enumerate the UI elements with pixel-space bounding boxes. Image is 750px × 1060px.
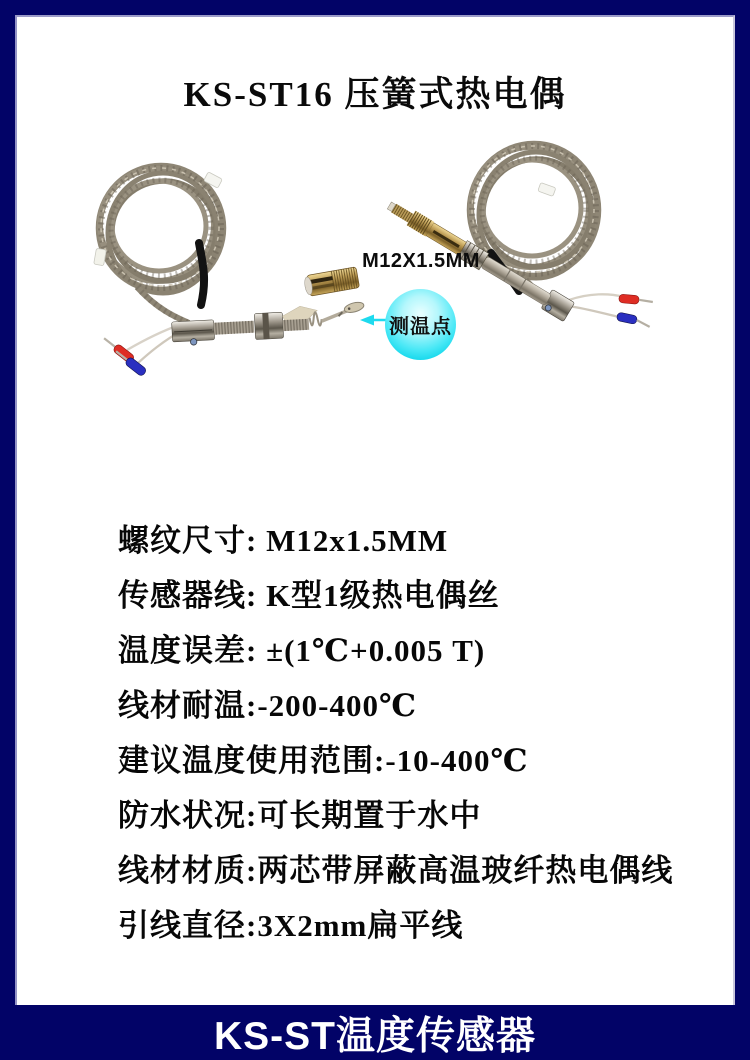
callout-arrow-icon [360, 315, 386, 326]
footer-banner [0, 1005, 750, 1060]
content-area [15, 15, 735, 1005]
footer-brand-label: KS-ST温度传感器 [213, 1014, 536, 1058]
spec-row: 传感器线: K型1级热电偶丝 [118, 578, 500, 613]
spec-row: 温度误差: ±(1℃+0.005 T) [118, 633, 486, 668]
terminal-red-right [619, 294, 654, 305]
lead-wire-right-2 [568, 306, 619, 317]
spec-row: 防水状况:可长期置于水中 [118, 798, 482, 833]
spec-row: 线材材质:两芯带屏蔽高温玻纤热电偶线 [118, 853, 674, 888]
spec-row: 引线直径:3X2mm扁平线 [118, 908, 464, 943]
specs-list [118, 525, 673, 941]
product-left [94, 166, 367, 377]
page-title: KS-ST16 压簧式热电偶 [183, 75, 567, 114]
terminal-blue-right [616, 312, 651, 327]
callout-label: 测温点 [389, 316, 452, 338]
spec-row: 螺纹尺寸: M12x1.5MM [118, 523, 449, 558]
spec-row: 建议温度使用范围:-10-400℃ [118, 743, 529, 778]
brass-fitting [303, 267, 359, 297]
thread-size-label: M12X1.5MM [362, 250, 480, 272]
callout-bubble [385, 289, 456, 360]
lead-wire-right-1 [569, 294, 624, 300]
spec-row: 线材耐温:-200-400℃ [118, 688, 418, 723]
terminal-blue-left [113, 348, 147, 377]
